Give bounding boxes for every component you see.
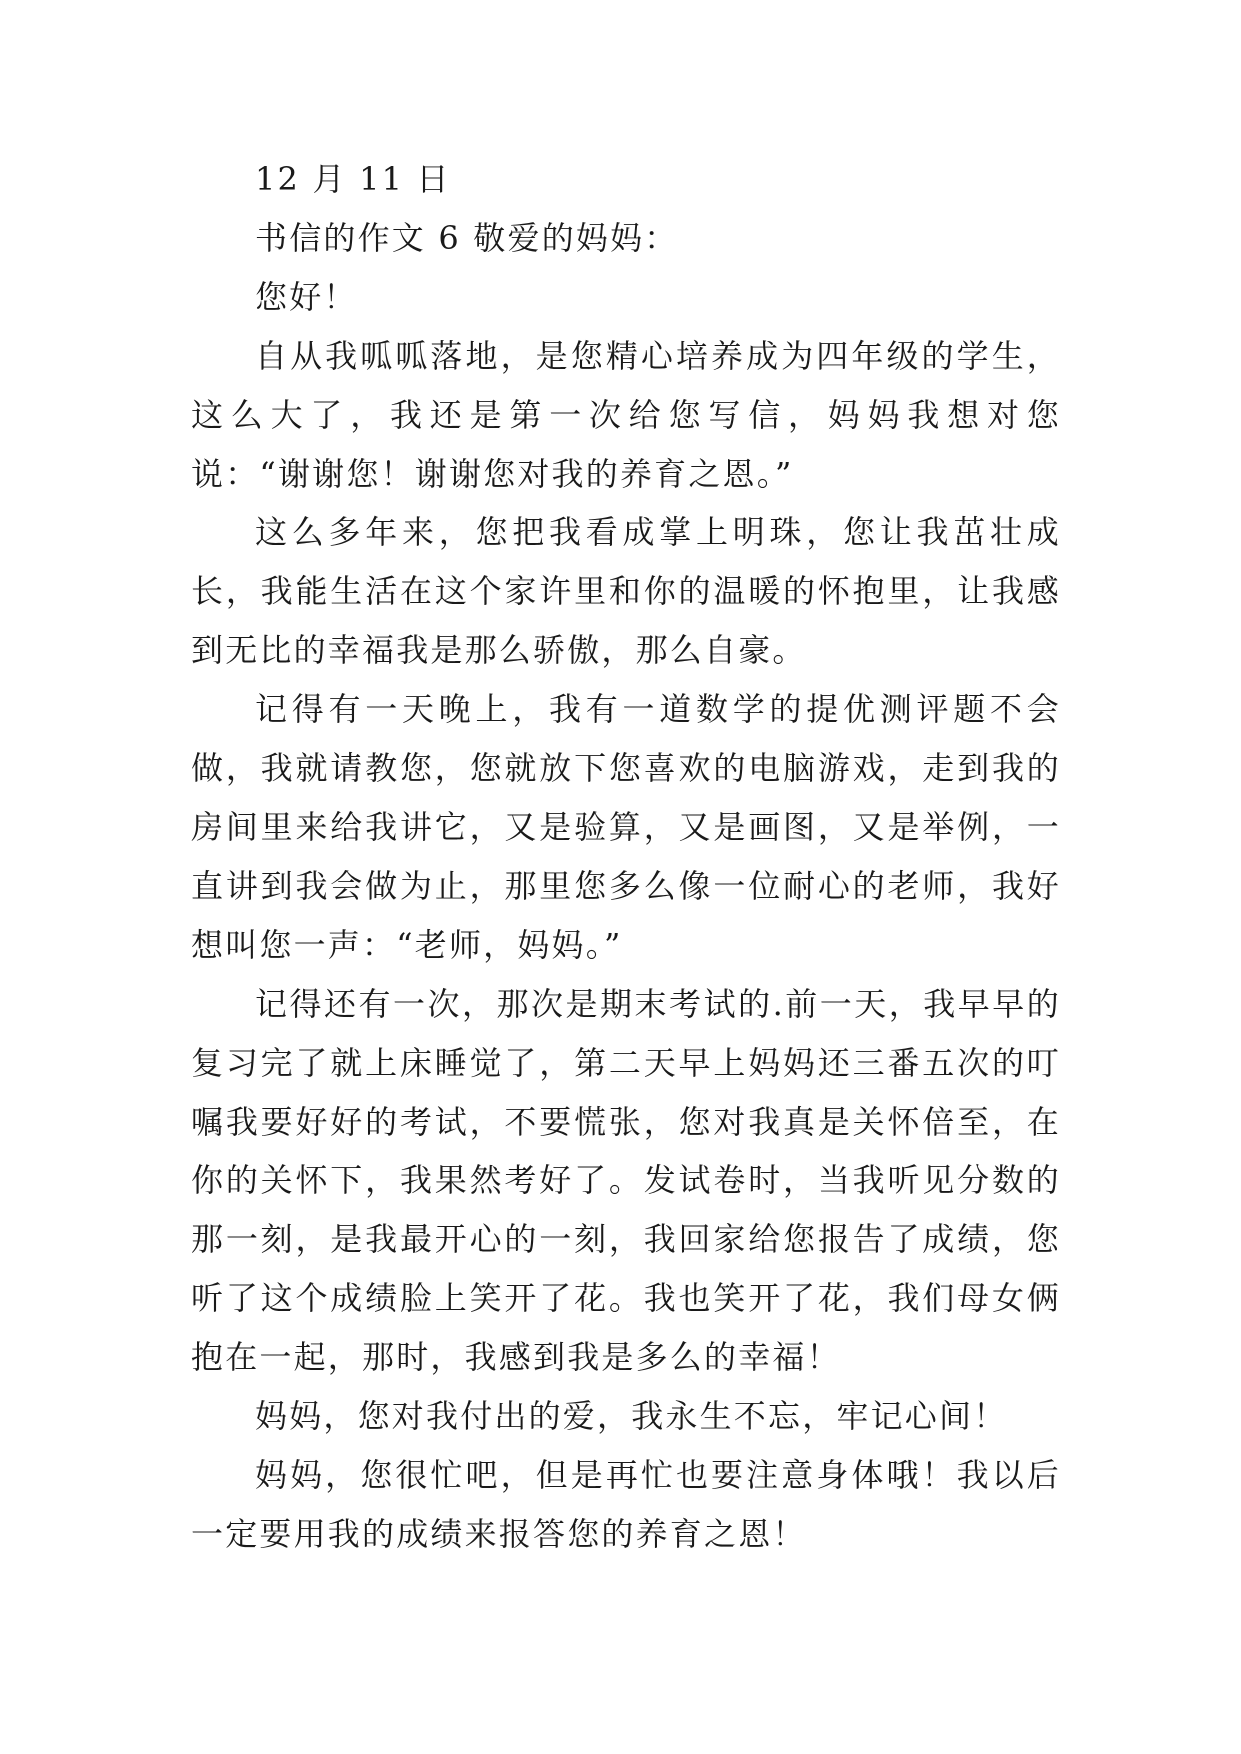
- letter-document: [191, 150, 1061, 1564]
- letter-paragraph: 记得有一天晚上，我有一道数学的提优测评题不会做，我就请教您，您就放下您喜欢的电脑游戏，走到我的房间里来给我讲它，又是验算，又是画图，又是举例，一直讲到我会做为止，那里您多么像一位耐心的老师，我好想叫您一声：“老师，妈妈。”: [191, 690, 1061, 964]
- letter-greeting: 您好！: [255, 277, 358, 316]
- letter-paragraph: 妈妈，您很忙吧，但是再忙也要注意身体哦！我以后一定要用我的成绩来报答您的养育之恩！: [191, 1455, 1061, 1553]
- letter-paragraph: 自从我呱呱落地，是您精心培养成为四年级的学生，这么大了，我还是第一次给您写信，妈妈我想对您说：“谢谢您！谢谢您对我的养育之恩。”: [191, 336, 1061, 493]
- letter-paragraph: 这么多年来，您把我看成掌上明珠，您让我茁壮成长，我能生活在这个家许里和你的温暖的怀抱里，让我感到无比的幸福我是那么骄傲，那么自豪。: [191, 513, 1061, 670]
- letter-paragraph: 妈妈，您对我付出的爱，我永生不忘，牢记心间！: [255, 1397, 1008, 1436]
- letter-paragraph: 记得还有一次，那次是期末考试的.前一天，我早早的复习完了就上床睡觉了，第二天早上妈妈还三番五次的叮嘱我要好好的考试，不要慌张，您对我真是关怀倍至，在你的关怀下，我果然考好了。发试卷时，当我听见分数的那一刻，是我最开心的一刻，我回家给您报告了成绩，您听了这个成绩脸上笑开了花。我也笑开了花，我们母女俩抱在一起，那时，我感到我是多么的幸福！: [191, 984, 1061, 1377]
- letter-date: 12 月 11 日: [255, 160, 451, 198]
- letter-heading: 书信的作文 6 敬爱的妈妈：: [255, 218, 679, 257]
